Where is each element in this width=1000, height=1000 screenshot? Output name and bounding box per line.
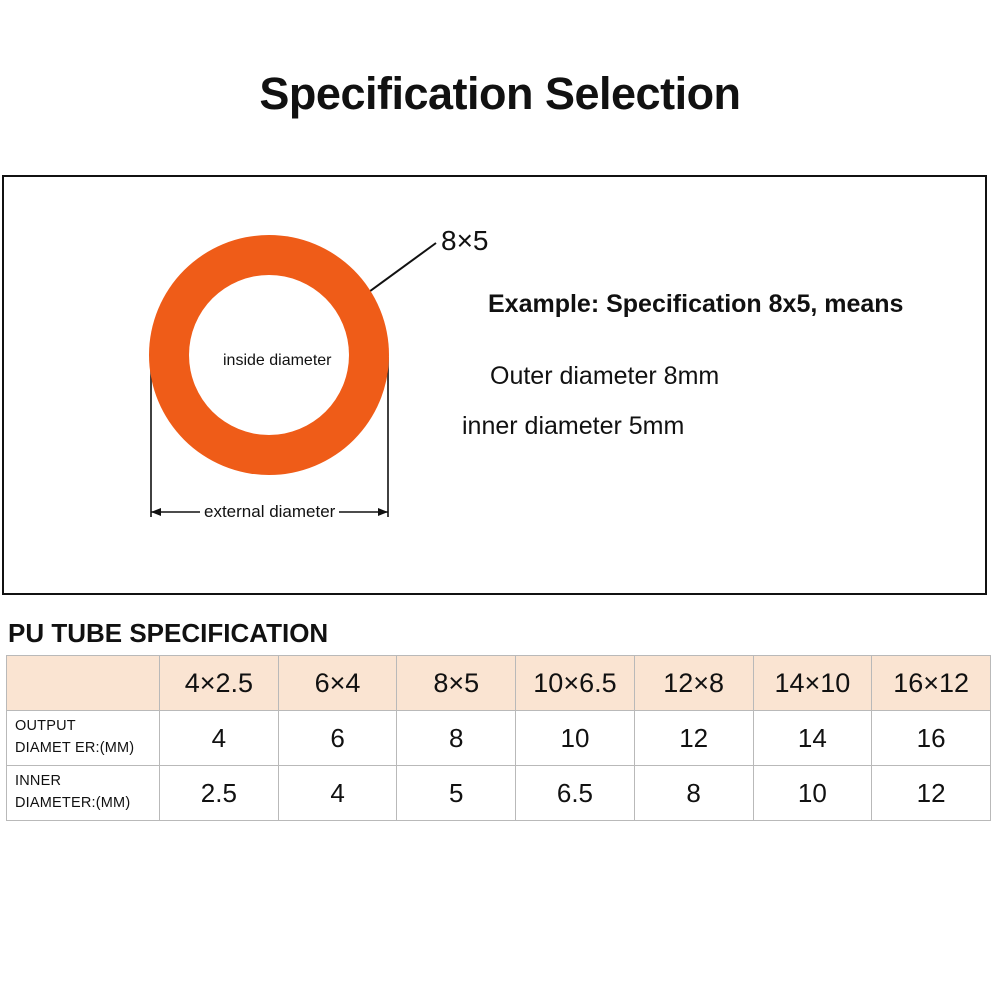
table-header-row: [7, 656, 991, 711]
pu-tube-specification-table: [6, 655, 991, 821]
table-cell: 14: [753, 711, 872, 766]
row-header-line1: INNER: [15, 773, 62, 790]
table-heading: PU TUBE SPECIFICATION: [8, 618, 329, 648]
column-header: 4×2.5: [160, 656, 279, 711]
table-cell: 12: [872, 766, 991, 821]
row-header-output-diameter: [7, 711, 160, 766]
table-corner-cell: [7, 656, 160, 711]
table-cell: 4: [160, 711, 279, 766]
column-header: 12×8: [634, 656, 753, 711]
example-outer-diameter-text: Outer diameter 8mm: [490, 362, 720, 390]
column-header: 6×4: [278, 656, 397, 711]
table-cell: 12: [634, 711, 753, 766]
table-row: [7, 711, 991, 766]
table-cell: 5: [397, 766, 516, 821]
column-header: 8×5: [397, 656, 516, 711]
column-header: 16×12: [872, 656, 991, 711]
spec-callout-label: 8×5: [441, 225, 489, 256]
table-body: [7, 711, 991, 821]
column-header: 10×6.5: [516, 656, 635, 711]
page-title: Specification Selection: [259, 68, 741, 119]
diagram-panel: [2, 175, 987, 595]
table-row: [7, 766, 991, 821]
table-cell: 10: [516, 711, 635, 766]
example-heading: Example: Specification 8x5, means: [488, 290, 904, 318]
example-inner-diameter-text: inner diameter 5mm: [462, 412, 685, 440]
table-cell: 4: [278, 766, 397, 821]
table-cell: 8: [634, 766, 753, 821]
inside-diameter-label: inside diameter: [219, 352, 336, 370]
table-cell: 16: [872, 711, 991, 766]
table-header: [7, 656, 991, 711]
row-header-line2: DIAMETER:(MM): [15, 795, 131, 811]
row-header-inner-diameter: [7, 766, 160, 821]
external-diameter-label: external diameter: [200, 502, 339, 522]
row-header-line1: OUTPUT: [15, 718, 76, 735]
table-cell: 6.5: [516, 766, 635, 821]
row-header-line2: DIAMET ER:(MM): [15, 740, 135, 756]
table-cell: 2.5: [160, 766, 279, 821]
column-header: 14×10: [753, 656, 872, 711]
table-cell: 6: [278, 711, 397, 766]
table-cell: 8: [397, 711, 516, 766]
table-cell: 10: [753, 766, 872, 821]
